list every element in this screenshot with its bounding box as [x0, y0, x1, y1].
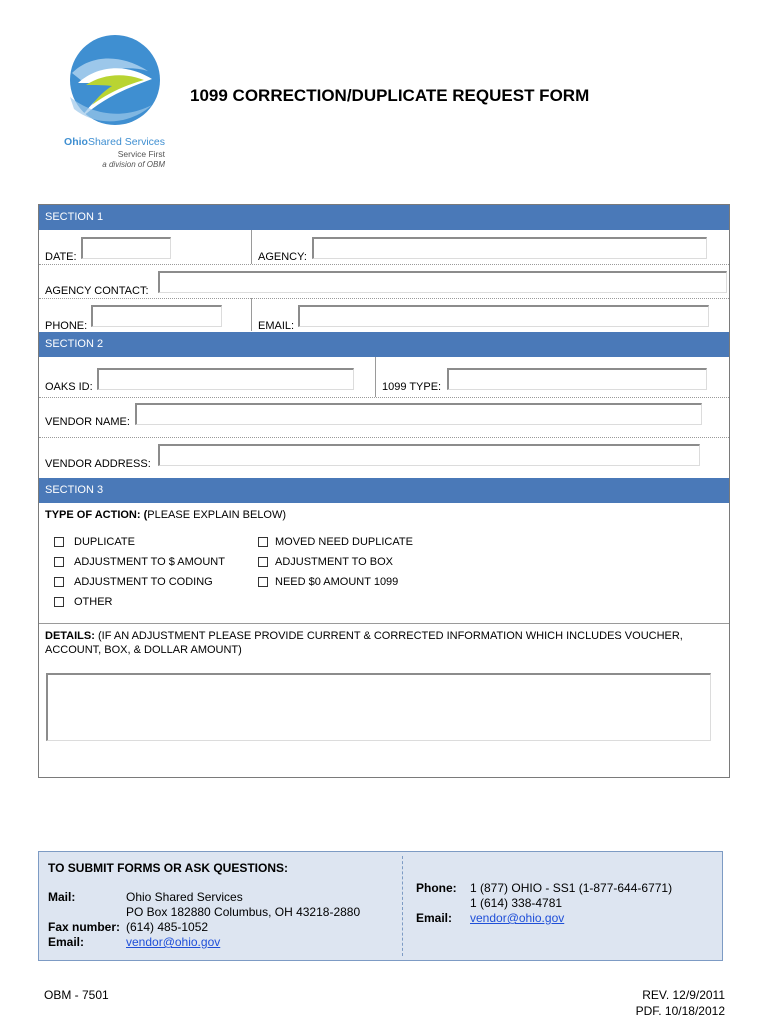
email-contact-label: Email: [48, 935, 85, 949]
type-of-action-label [45, 509, 286, 521]
logo-brand-rest: Shared Services [87, 136, 165, 148]
agency-contact-field[interactable] [158, 271, 727, 293]
contact-divider [402, 856, 403, 956]
email-field[interactable] [298, 305, 709, 327]
duplicate-option-label: DUPLICATE [74, 536, 135, 548]
details-bold: DETAILS: [45, 630, 95, 642]
agency-label: AGENCY: [258, 251, 307, 263]
contact-heading: TO SUBMIT FORMS OR ASK QUESTIONS: [48, 861, 289, 875]
phone-field[interactable] [91, 305, 222, 327]
adjust-box-option-label: ADJUSTMENT TO BOX [275, 556, 393, 568]
adjust-coding-option-label: ADJUSTMENT TO CODING [74, 576, 213, 588]
request-form [38, 204, 730, 778]
date-label: DATE: [45, 251, 77, 263]
adjust-amount-option-label: ADJUSTMENT TO $ AMOUNT [74, 556, 225, 568]
duplicate-checkbox[interactable] [54, 537, 64, 547]
logo-emblem-icon [60, 35, 165, 135]
mail-line2: PO Box 182880 Columbus, OH 43218-2880 [126, 905, 361, 919]
adjust-coding-checkbox[interactable] [54, 577, 64, 587]
email-link[interactable]: vendor@ohio.gov [126, 935, 221, 949]
moved-duplicate-checkbox[interactable] [258, 537, 268, 547]
section-3-header: SECTION 3 [39, 478, 729, 503]
column-divider [251, 230, 252, 264]
phone-line2: 1 (614) 338-4781 [470, 896, 563, 910]
need-zero-checkbox[interactable] [258, 577, 268, 587]
date-field[interactable] [81, 237, 171, 259]
ohio-shared-services-logo [60, 35, 165, 175]
details-line2: ACCOUNT, BOX, & DOLLAR AMOUNT) [45, 644, 242, 656]
other-checkbox[interactable] [54, 597, 64, 607]
row-divider [39, 623, 729, 624]
logo-tagline: Service First [117, 149, 165, 159]
mail-label: Mail: [48, 890, 76, 904]
form-title: 1099 CORRECTION/DUPLICATE REQUEST FORM [190, 86, 590, 105]
column-divider [375, 357, 376, 397]
contact-info-box [38, 851, 723, 961]
oaks-id-label: OAKS ID: [45, 381, 93, 393]
vendor-name-field[interactable] [135, 403, 702, 425]
oaks-id-field[interactable] [97, 368, 354, 390]
type-of-action-rest: PLEASE EXPLAIN BELOW) [147, 509, 287, 521]
agency-field[interactable] [312, 237, 707, 259]
vendor-name-label: VENDOR NAME: [45, 416, 130, 428]
section-2-header: SECTION 2 [39, 332, 729, 357]
type-of-action-bold: TYPE OF ACTION: ( [45, 509, 148, 521]
vendor-address-field[interactable] [158, 444, 700, 466]
vendor-address-label: VENDOR ADDRESS: [45, 458, 151, 470]
adjust-amount-checkbox[interactable] [54, 557, 64, 567]
row-divider [39, 437, 729, 438]
logo-brand-bold: Ohio [64, 136, 88, 148]
row-divider [39, 397, 729, 398]
adjust-box-checkbox[interactable] [258, 557, 268, 567]
revision-date: REV. 12/9/2011 [642, 988, 725, 1002]
column-divider [251, 298, 252, 331]
details-textarea[interactable] [46, 673, 711, 741]
phone-contact-label: Phone: [416, 881, 457, 895]
email2-link[interactable]: vendor@ohio.gov [470, 911, 565, 925]
other-option-label: OTHER [74, 596, 113, 608]
logo-division: a division of OBM [102, 160, 165, 169]
fax-value: (614) 485-1052 [126, 920, 209, 934]
email-label: EMAIL: [258, 320, 295, 332]
moved-duplicate-option-label: MOVED NEED DUPLICATE [275, 536, 413, 548]
type-1099-label: 1099 TYPE: [382, 381, 442, 393]
type-1099-field[interactable] [447, 368, 707, 390]
section-1-header: SECTION 1 [39, 205, 729, 230]
phone-label: PHONE: [45, 320, 88, 332]
row-divider [39, 298, 729, 299]
details-line1: (IF AN ADJUSTMENT PLEASE PROVIDE CURRENT & CORRECTED INFORMATION WHICH INCLUDES VOUCHER, [97, 630, 683, 642]
fax-label: Fax number: [48, 920, 121, 934]
need-zero-option-label: NEED $0 AMOUNT 1099 [275, 576, 399, 588]
phone-line1: 1 (877) OHIO - SS1 (1-877-644-6771) [470, 881, 673, 895]
mail-line1: Ohio Shared Services [126, 890, 243, 904]
row-divider [39, 264, 729, 265]
email2-label: Email: [416, 911, 453, 925]
form-number: OBM - 7501 [44, 988, 109, 1002]
details-label [45, 630, 683, 642]
agency-contact-label: AGENCY CONTACT: [45, 285, 149, 297]
pdf-date: PDF. 10/18/2012 [635, 1004, 725, 1018]
